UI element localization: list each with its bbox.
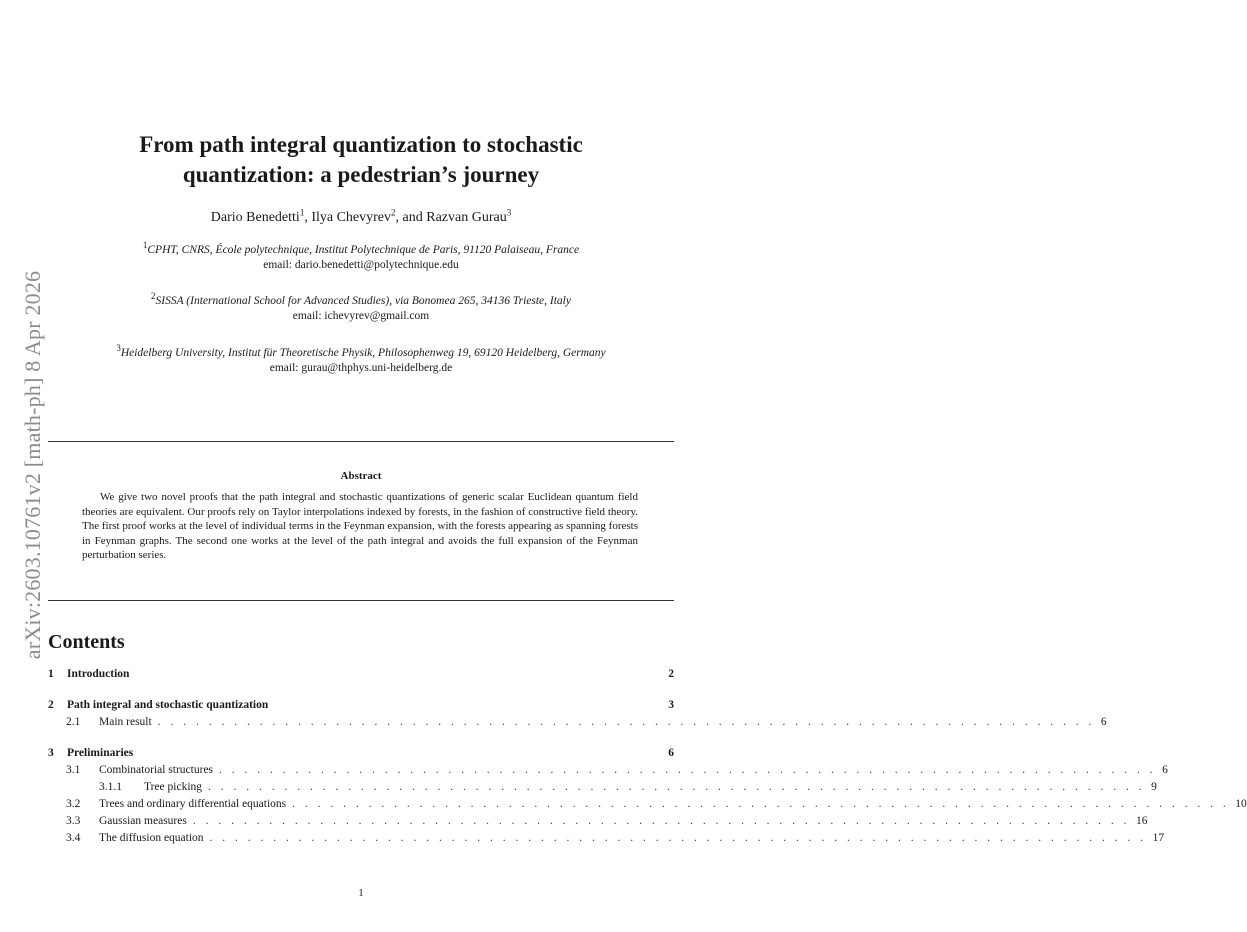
toc-number: 3.3 bbox=[66, 815, 81, 827]
toc-number: 3.1.1 bbox=[99, 781, 122, 793]
affiliation-1 bbox=[48, 240, 674, 273]
affiliation-institution: Heidelberg University, Institut für Theoretische Physik, Philosophenweg 19, 69120 Heidelberg, Germany bbox=[120, 347, 606, 359]
toc-page: 6 bbox=[668, 747, 674, 759]
toc-number: 2 bbox=[48, 699, 54, 711]
toc-entry-diffusion-equation[interactable] bbox=[48, 832, 1165, 848]
author-name: Ilya Chevyrev bbox=[311, 210, 392, 225]
title-line-1: From path integral quantization to stochastic bbox=[139, 132, 583, 157]
author-name: Razvan Gurau bbox=[426, 210, 507, 225]
abstract-top-rule bbox=[48, 441, 674, 442]
author-list bbox=[48, 207, 674, 226]
author-mark: 1 bbox=[299, 207, 305, 218]
contents-heading: Contents bbox=[48, 631, 125, 653]
toc-page: 16 bbox=[1135, 815, 1148, 827]
author-separator: , bbox=[304, 210, 312, 225]
toc-number: 3 bbox=[48, 747, 54, 759]
affiliation-mark: 2 bbox=[151, 291, 156, 302]
toc-leader-dots: . . . . . . . . . . . . . . . . . . . . . . . . . . . . . . . . . . . . . . . . . . . . . . . . . . . . . . . . . . . . . . . . . . . . . . . . . . bbox=[157, 716, 1095, 728]
toc-page: 9 bbox=[1151, 781, 1157, 793]
toc-label: Gaussian measures bbox=[99, 815, 187, 827]
toc-entry-preliminaries[interactable] bbox=[48, 747, 674, 763]
page-number: 1 bbox=[358, 887, 364, 899]
author-separator: , and bbox=[395, 210, 427, 225]
toc-number: 3.1 bbox=[66, 764, 81, 776]
toc-number: 3.4 bbox=[66, 832, 81, 844]
toc-page: 6 bbox=[1162, 764, 1168, 776]
toc-leader-dots: . . . . . . . . . . . . . . . . . . . . . . . . . . . . . . . . . . . . . . . . . . . . . . . . . . . . . . . . . . . . . . . . . . . . . . . . . . bbox=[219, 764, 1157, 776]
affiliation-mark: 1 bbox=[142, 240, 148, 251]
toc-page: 2 bbox=[668, 668, 674, 680]
author-mark: 3 bbox=[506, 207, 512, 218]
affiliation-email: email: gurau@thphys.uni-heidelberg.de bbox=[269, 362, 453, 374]
toc-leader-dots: . . . . . . . . . . . . . . . . . . . . . . . . . . . . . . . . . . . . . . . . . . . . . . . . . . . . . . . . . . . . . . . . . . . . . . . . . . bbox=[292, 798, 1230, 810]
toc-label: Tree picking bbox=[144, 781, 203, 793]
affiliation-3 bbox=[40, 343, 682, 376]
abstract-bottom-rule bbox=[48, 600, 674, 601]
author-name: Dario Benedetti bbox=[210, 210, 300, 225]
toc-entry-tree-picking[interactable] bbox=[48, 781, 1157, 797]
affiliation-institution: CPHT, CNRS, École polytechnique, Institut Polytechnique de Paris, 91120 Palaiseau, France bbox=[147, 244, 580, 256]
affiliation-email: email: ichevyrev@gmail.com bbox=[292, 310, 430, 322]
toc-entry-path-integral[interactable] bbox=[48, 699, 674, 715]
toc-label: Combinatorial structures bbox=[99, 764, 214, 776]
toc-leader-dots: . . . . . . . . . . . . . . . . . . . . . . . . . . . . . . . . . . . . . . . . . . . . . . . . . . . . . . . . . . . . . . . . . . . . . . . . . . bbox=[192, 815, 1130, 827]
toc-label: Trees and ordinary differential equations bbox=[99, 798, 287, 810]
toc-entry-gaussian-measures[interactable] bbox=[48, 815, 1148, 831]
toc-entry-main-result[interactable] bbox=[48, 716, 1107, 732]
affiliation-email: email: dario.benedetti@polytechnique.edu bbox=[263, 259, 459, 271]
abstract-text: We give two novel proofs that the path integral and stochastic quantizations of generic scalar Euclidean quantum field theories are equivalent. Our proofs rely on Taylor interpolations indexed by forests, in the fashion of constructive field theory. The first proof works at the level of individual terms in the Feynman expansion, with the forests appearing as spanning forests in Feynman graphs. The second one works at the level of the path integral and avoids the full expansion of the Feynman perturbation series. bbox=[82, 491, 638, 561]
author-mark: 2 bbox=[391, 207, 396, 218]
affiliation-mark: 3 bbox=[116, 343, 121, 354]
toc-label: The diffusion equation bbox=[99, 832, 204, 844]
toc-label: Preliminaries bbox=[67, 747, 134, 759]
toc-entry-trees-odes[interactable] bbox=[48, 798, 1247, 814]
toc-number: 2.1 bbox=[66, 716, 81, 728]
abstract-heading: Abstract bbox=[340, 470, 382, 482]
toc-label: Introduction bbox=[67, 668, 130, 680]
toc-page: 6 bbox=[1100, 716, 1107, 728]
toc-label: Main result bbox=[99, 716, 152, 728]
toc-page: 10 bbox=[1235, 798, 1247, 810]
title-line-2: quantization: a pedestrian’s journey bbox=[182, 162, 540, 187]
toc-page: 17 bbox=[1152, 832, 1165, 844]
toc-entry-introduction[interactable] bbox=[48, 668, 674, 684]
arxiv-stamp: arXiv:2603.10761v2 [math-ph] 8 Apr 2026 bbox=[20, 270, 45, 660]
toc-number: 1 bbox=[48, 668, 54, 680]
toc-leader-dots: . . . . . . . . . . . . . . . . . . . . . . . . . . . . . . . . . . . . . . . . . . . . . . . . . . . . . . . . . . . . . . . . . . . . . . . . . . bbox=[208, 781, 1146, 793]
toc-label: Path integral and stochastic quantization bbox=[67, 699, 269, 711]
toc-entry-combinatorial-structures[interactable] bbox=[48, 764, 1168, 780]
affiliation-institution: SISSA (International School for Advanced Studies), via Bonomea 265, 34136 Trieste, Italy bbox=[155, 295, 571, 307]
paper-title bbox=[48, 130, 674, 190]
affiliation-2 bbox=[48, 291, 674, 324]
toc-page: 3 bbox=[668, 699, 674, 711]
toc-number: 3.2 bbox=[66, 798, 81, 810]
toc-leader-dots: . . . . . . . . . . . . . . . . . . . . . . . . . . . . . . . . . . . . . . . . . . . . . . . . . . . . . . . . . . . . . . . . . . . . . . . . . . bbox=[209, 832, 1147, 844]
